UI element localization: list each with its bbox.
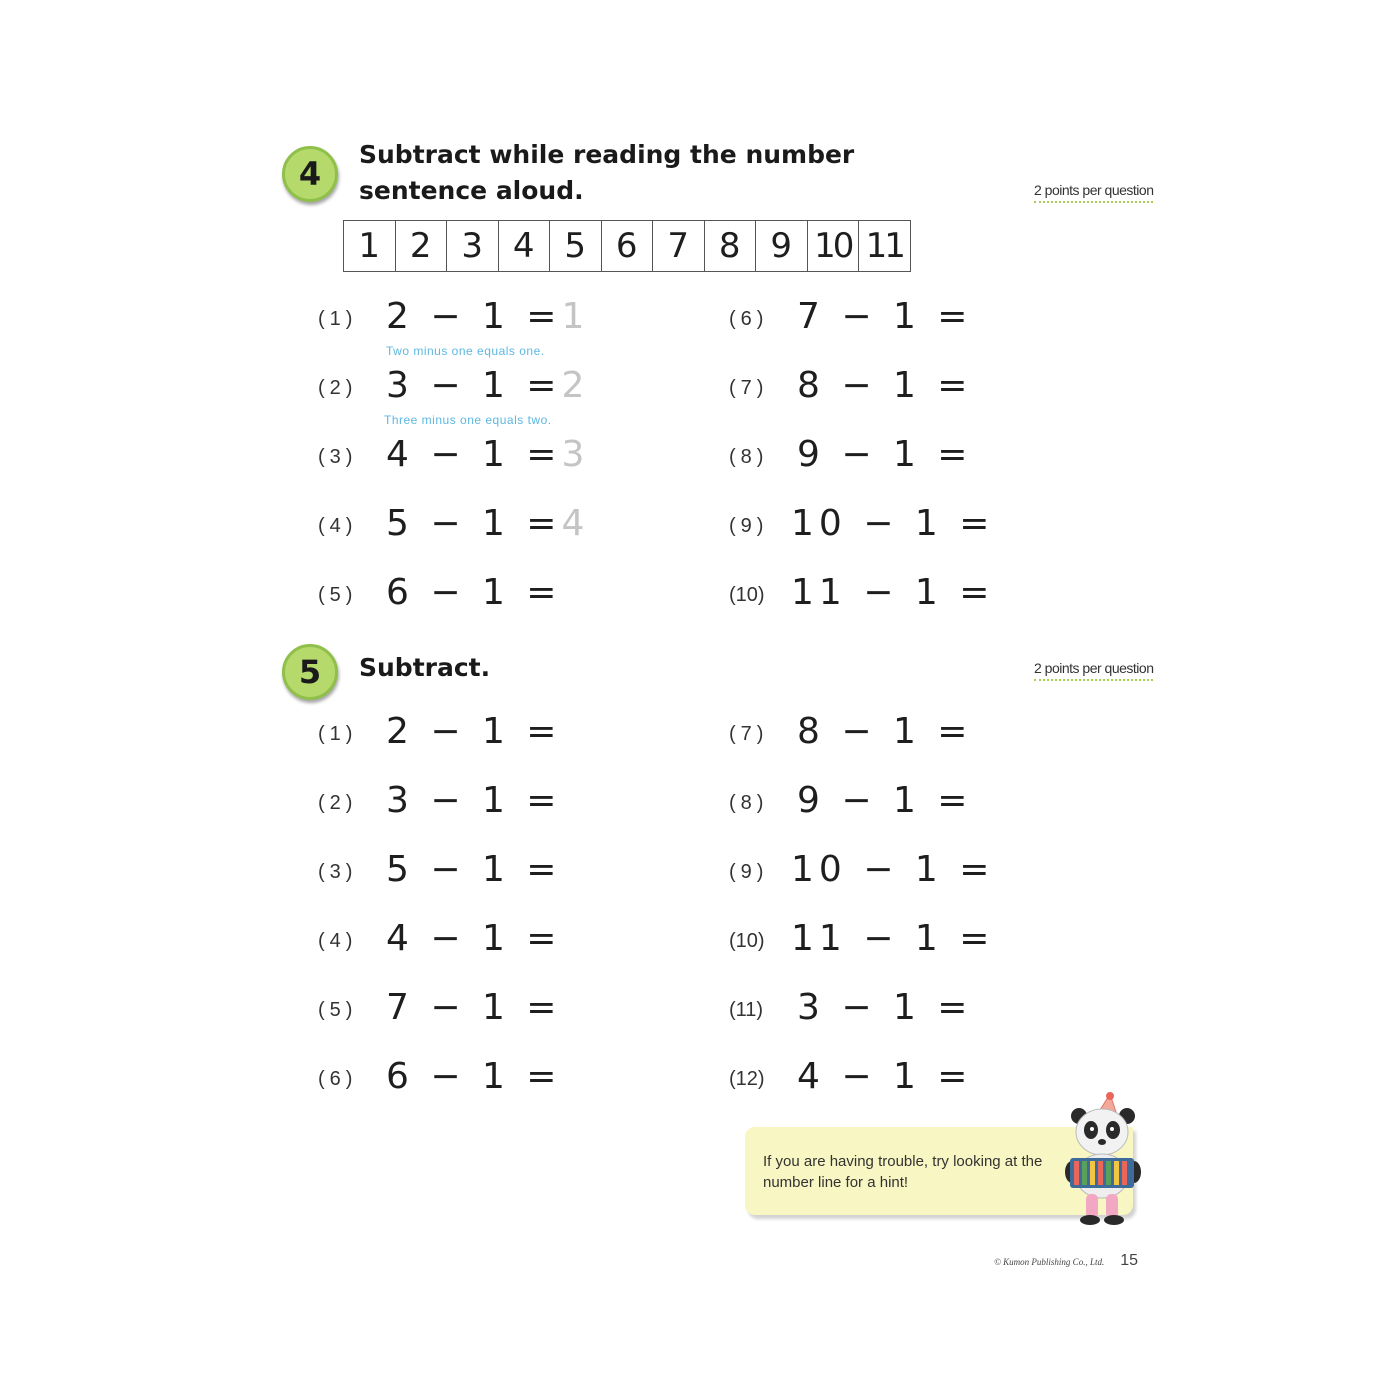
page-number: 15 — [1120, 1252, 1138, 1269]
problem-number: (5) — [318, 999, 358, 1021]
problem-expression: 4 − 1 = — [797, 1056, 973, 1097]
problem-expression: 3 − 1 = — [797, 987, 973, 1028]
problem-number: (12) — [729, 1068, 765, 1090]
problem-number: (5) — [318, 584, 358, 606]
copyright-text: © Kumon Publishing Co., Ltd. — [994, 1257, 1105, 1267]
problem-expression: 11 − 1 = — [791, 918, 995, 959]
expression-text: 2 − 1 = — [386, 296, 562, 337]
number-line-cell: 6 — [602, 221, 654, 271]
problem-number: (9) — [729, 515, 769, 537]
hint-text: If you are having trouble, try looking at the number line for a hint! — [763, 1153, 1043, 1191]
section-4-instruction-line2: sentence aloud. — [359, 176, 584, 205]
problem-expression: 9 − 1 = — [797, 434, 973, 475]
problem-expression: 10 − 1 = — [791, 849, 995, 890]
problem-number: (7) — [729, 377, 769, 399]
problem-expression: 6 − 1 = — [386, 1056, 562, 1097]
problem-number: (3) — [318, 861, 358, 883]
section-4-instruction-line1: Subtract while reading the number — [359, 140, 855, 169]
panda-accordion-icon — [1052, 1092, 1142, 1232]
problem-number: (8) — [729, 446, 769, 468]
problem-number: (6) — [729, 308, 769, 330]
problem-expression: 5 − 1 = — [386, 849, 562, 890]
trace-answer: 1 — [561, 296, 590, 337]
reading-guide: Two minus one equals one. — [386, 344, 545, 358]
trace-answer: 2 — [561, 365, 590, 406]
trace-answer: 4 — [561, 503, 590, 544]
problem-number: (4) — [318, 930, 358, 952]
problem-expression: 9 − 1 = — [797, 780, 973, 821]
problem-expression: 7 − 1 = — [797, 296, 973, 337]
problem-expression: 3 − 1 = — [386, 780, 562, 821]
problem-expression: 11 − 1 = — [791, 572, 995, 613]
problem-number: (1) — [318, 723, 358, 745]
expression-text: 3 − 1 = — [386, 365, 562, 406]
number-line-cell: 2 — [396, 221, 448, 271]
number-line-cell: 4 — [499, 221, 551, 271]
problem-expression: 6 − 1 = — [386, 572, 562, 613]
problem-expression: 2 − 1 = — [386, 711, 562, 752]
problem-number: (11) — [729, 999, 764, 1021]
number-line-cell: 3 — [447, 221, 499, 271]
problem-number: (4) — [318, 515, 358, 537]
reading-guide: Three minus one equals two. — [384, 413, 552, 427]
problem-number: (9) — [729, 861, 769, 883]
problem-number: (10) — [729, 930, 765, 952]
section-4-points: 2 points per question — [1034, 182, 1153, 203]
number-line-cell: 1 — [344, 221, 396, 271]
number-line-cell: 11 — [865, 226, 903, 266]
problem-number: (7) — [729, 723, 769, 745]
number-line — [343, 220, 911, 272]
problem-expression: 10 − 1 = — [791, 503, 995, 544]
problem-expression: 8 − 1 = — [797, 365, 973, 406]
section-4-badge: 4 — [282, 146, 338, 202]
problem-number: (8) — [729, 792, 769, 814]
page-footer — [994, 1252, 1138, 1270]
problem-number: (6) — [318, 1068, 358, 1090]
problem-number: (3) — [318, 446, 358, 468]
problem-expression: 8 − 1 = — [797, 711, 973, 752]
problem-expression: 7 − 1 = — [386, 987, 562, 1028]
section-5-badge: 5 — [282, 644, 338, 700]
problem-expression — [386, 296, 589, 337]
number-line-cell: 10 — [808, 221, 860, 271]
number-line-cell: 9 — [756, 221, 808, 271]
number-line-cell: 5 — [550, 221, 602, 271]
problem-expression — [386, 503, 589, 544]
problem-expression — [386, 365, 589, 406]
problem-number: (10) — [729, 584, 765, 606]
expression-text: 4 − 1 = — [386, 434, 562, 475]
expression-text: 5 − 1 = — [386, 503, 562, 544]
section-5-points: 2 points per question — [1034, 660, 1153, 681]
problem-number: (2) — [318, 792, 358, 814]
section-4-instruction — [359, 137, 854, 209]
problem-expression — [386, 434, 589, 475]
trace-answer: 3 — [561, 434, 590, 475]
problem-number: (1) — [318, 308, 358, 330]
number-line-cell: 8 — [705, 221, 757, 271]
number-line-cell: 7 — [653, 221, 705, 271]
problem-expression: 4 − 1 = — [386, 918, 562, 959]
section-5-instruction: Subtract. — [359, 653, 491, 682]
problem-number: (2) — [318, 377, 358, 399]
